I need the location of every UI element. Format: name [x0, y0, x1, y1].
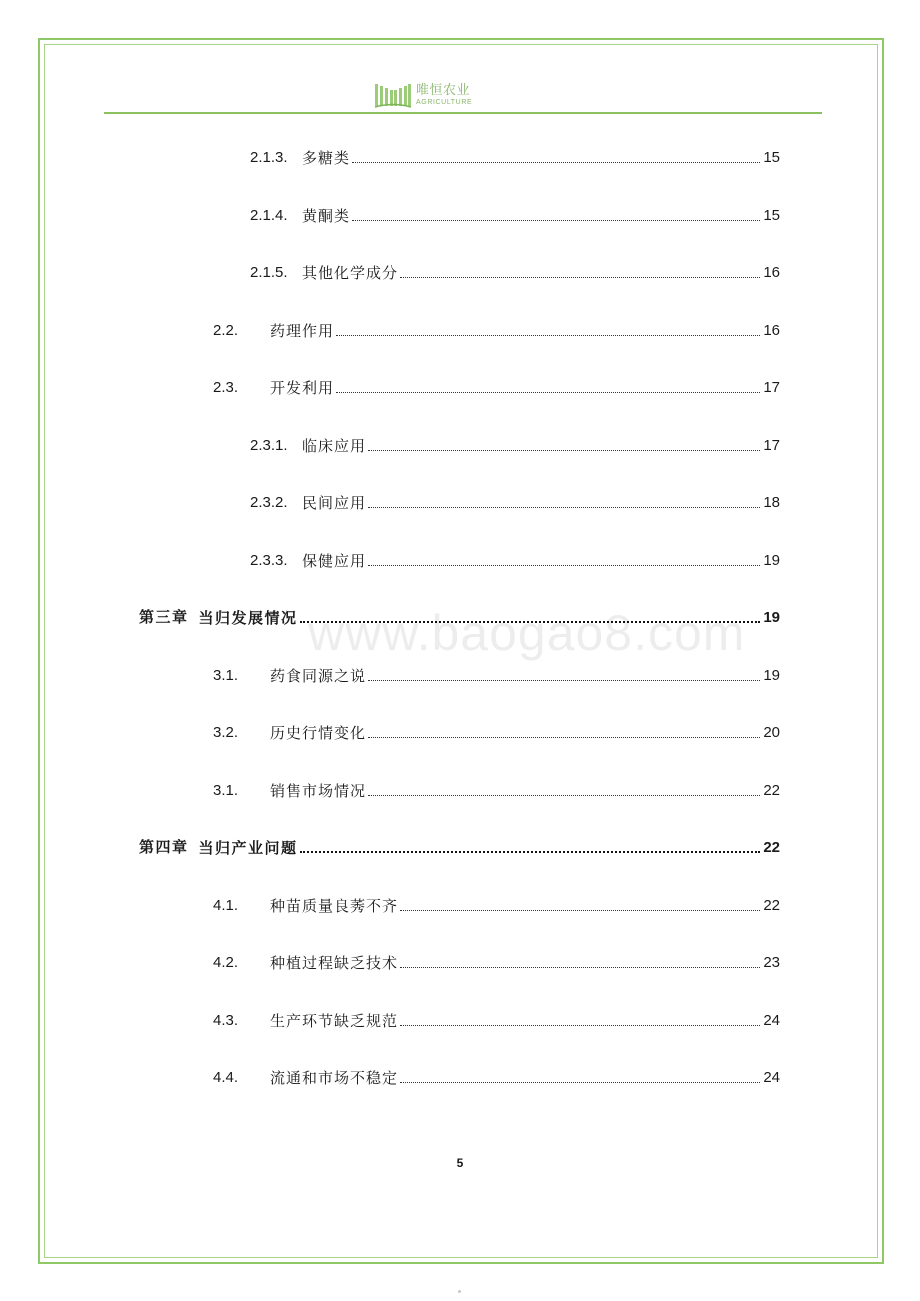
dot-leader	[400, 910, 760, 911]
toc-entry-title: 历史行情变化	[270, 724, 367, 742]
toc-entry-page: 19	[763, 667, 780, 684]
header-divider	[104, 112, 822, 114]
dot-leader	[336, 392, 760, 393]
dot-leader	[352, 162, 760, 163]
toc-entry[interactable]	[250, 547, 780, 571]
logo-chinese-text: 唯恒农业	[416, 83, 471, 98]
dot-leader	[368, 565, 760, 566]
toc-entry-title: 临床应用	[302, 437, 367, 455]
toc-entry[interactable]	[250, 259, 780, 283]
toc-entry[interactable]	[250, 202, 780, 226]
bottom-dot	[458, 1290, 461, 1293]
toc-entry-number: 2.2.	[213, 322, 239, 339]
book-leaf-icon	[374, 80, 412, 110]
dot-leader	[400, 967, 760, 968]
dot-leader	[336, 335, 760, 336]
dot-leader	[300, 621, 761, 623]
dot-leader	[400, 1082, 760, 1083]
toc-entry-page: 16	[763, 322, 780, 339]
logo-english-text: AGRICULTURE	[416, 99, 473, 106]
toc-entry[interactable]	[213, 719, 780, 743]
toc-chapter-title: 当归发展情况	[198, 609, 298, 627]
toc-entry[interactable]	[213, 949, 780, 973]
toc-entry-number: 4.4.	[213, 1069, 239, 1086]
dot-leader	[368, 680, 760, 681]
toc-entry-title: 药食同源之说	[270, 667, 367, 685]
toc-entry[interactable]	[213, 892, 780, 916]
toc-entry-page: 19	[763, 609, 780, 626]
toc-entry-page: 22	[763, 839, 780, 856]
toc-entry-page: 22	[763, 782, 780, 799]
toc-entry-number: 3.1.	[213, 782, 239, 799]
dot-leader	[368, 737, 760, 738]
toc-entry-title: 流通和市场不稳定	[270, 1069, 399, 1087]
toc-entry-number: 2.3.	[213, 379, 239, 396]
toc-entry-title: 多糖类	[302, 149, 351, 167]
toc-entry-title: 民间应用	[302, 494, 367, 512]
toc-entry-title: 黄酮类	[302, 207, 351, 225]
toc-entry-number: 4.2.	[213, 954, 239, 971]
toc-entry-number: 2.1.4.	[250, 207, 288, 224]
toc-entry-number: 3.2.	[213, 724, 239, 741]
toc-entry-title: 其他化学成分	[302, 264, 399, 282]
watermark: www.baogao8.com	[308, 605, 746, 661]
toc-chapter-entry[interactable]	[139, 834, 780, 858]
toc-entry[interactable]	[250, 144, 780, 168]
dot-leader	[368, 795, 760, 796]
toc-entry-page: 24	[763, 1069, 780, 1086]
toc-entry-title: 开发利用	[270, 379, 335, 397]
toc-entry[interactable]	[213, 1007, 780, 1031]
toc-entry-title: 销售市场情况	[270, 782, 367, 800]
toc-entry-page: 18	[763, 494, 780, 511]
dot-leader	[352, 220, 760, 221]
toc-entry-number: 2.3.3.	[250, 552, 288, 569]
toc-entry[interactable]	[213, 317, 780, 341]
dot-leader	[400, 1025, 760, 1026]
toc-entry-number: 2.3.1.	[250, 437, 288, 454]
toc-entry[interactable]	[250, 489, 780, 513]
toc-entry[interactable]	[213, 1064, 780, 1088]
company-logo	[374, 80, 472, 110]
page-number: 5	[456, 1156, 464, 1170]
toc-entry-page: 16	[763, 264, 780, 281]
dot-leader	[300, 851, 761, 853]
toc-entry-number: 4.1.	[213, 897, 239, 914]
toc-entry-page: 17	[763, 379, 780, 396]
toc-entry-page: 22	[763, 897, 780, 914]
toc-entry-title: 药理作用	[270, 322, 335, 340]
toc-entry[interactable]	[213, 662, 780, 686]
toc-entry-number: 2.1.5.	[250, 264, 288, 281]
dot-leader	[400, 277, 760, 278]
toc-entry-page: 23	[763, 954, 780, 971]
toc-entry-number: 4.3.	[213, 1012, 239, 1029]
toc-entry-title: 生产环节缺乏规范	[270, 1012, 399, 1030]
toc-chapter-entry[interactable]	[139, 604, 780, 628]
toc-entry[interactable]	[250, 432, 780, 456]
toc-entry-page: 15	[763, 207, 780, 224]
toc-entry-page: 17	[763, 437, 780, 454]
toc-entry-number: 2.3.2.	[250, 494, 288, 511]
toc-entry-title: 种苗质量良莠不齐	[270, 897, 399, 915]
toc-chapter-number: 第三章	[139, 609, 189, 626]
toc-entry-page: 19	[763, 552, 780, 569]
toc-entry-page: 15	[763, 149, 780, 166]
toc-entry-page: 24	[763, 1012, 780, 1029]
toc-entry[interactable]	[213, 777, 780, 801]
toc-entry-number: 2.1.3.	[250, 149, 288, 166]
toc-entry-page: 20	[763, 724, 780, 741]
dot-leader	[368, 507, 760, 508]
toc-chapter-number: 第四章	[139, 839, 189, 856]
dot-leader	[368, 450, 760, 451]
toc-entry-title: 种植过程缺乏技术	[270, 954, 399, 972]
toc-chapter-title: 当归产业问题	[198, 839, 298, 857]
toc-entry[interactable]	[213, 374, 780, 398]
page-header	[0, 78, 920, 114]
toc-entry-number: 3.1.	[213, 667, 239, 684]
toc-entry-title: 保健应用	[302, 552, 367, 570]
